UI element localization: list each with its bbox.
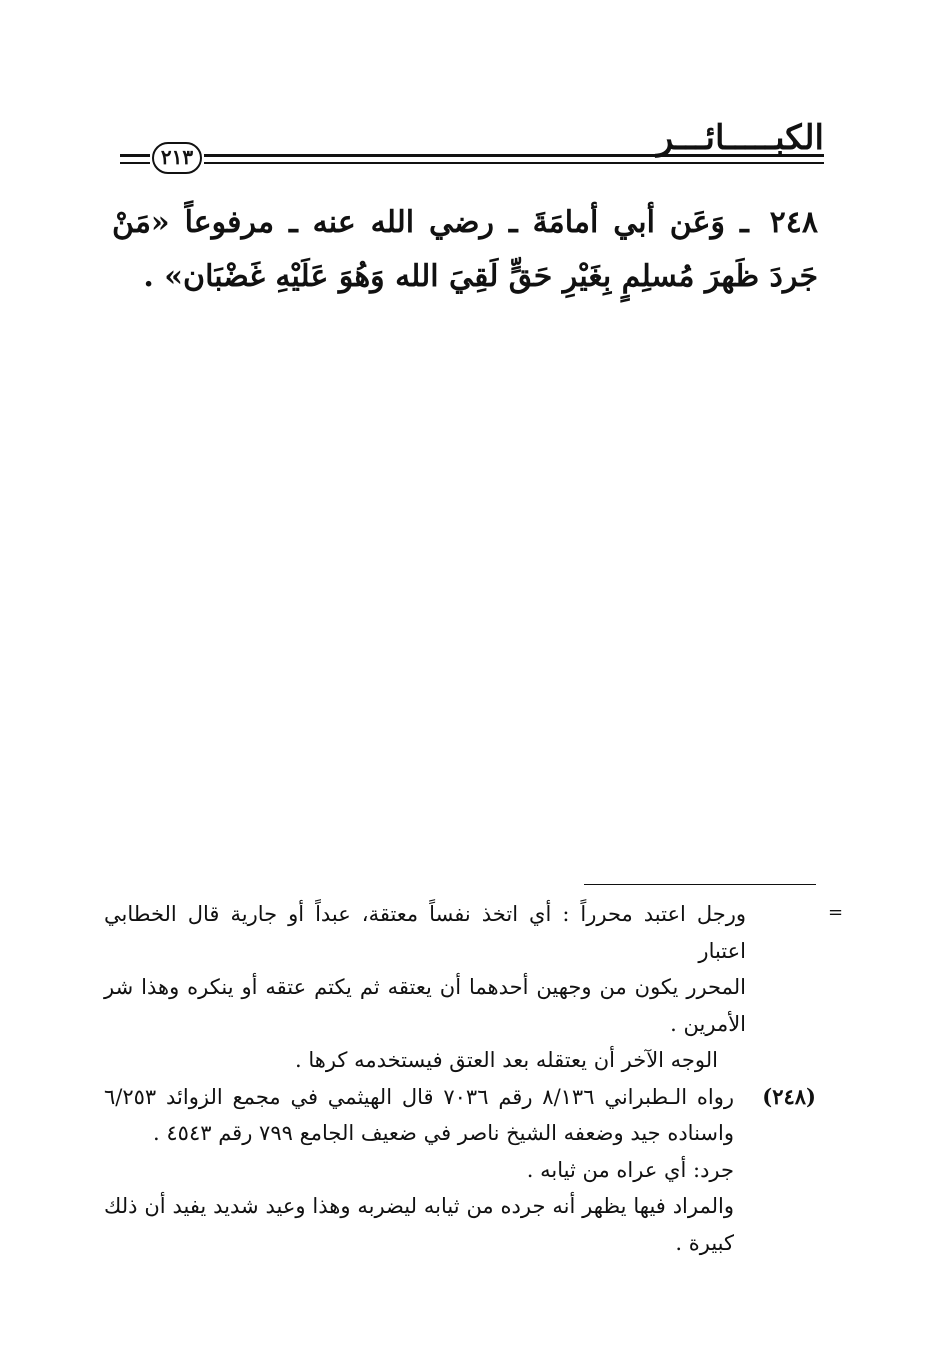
footnote-248-first-line [104,1079,816,1116]
footnote-line: ورجل اعتبد محرراً : أي اتخذ نفساً معتقة، عبداً أو جارية قال الخطابي اعتبار [104,902,746,963]
hadith-number: ٢٤٨ [769,205,818,240]
hadith-text: ـ وَعَن أبي أمامَةَ ـ رضي الله عنه ـ مرفوعاً «مَنْ جَردَ ظَهرَ مُسلِمٍ بِغَيْرِ حَقٍّ لَقِيَ الله وَهُوَ عَلَيْهِ غَضْبَان» . [112,205,818,294]
footnote-line: جرد: أي عراه من ثيابه . [526,1157,734,1182]
running-head-title: الكبـــــائـــر [656,118,824,158]
footnotes [104,896,816,1261]
header-rule-left-segment [120,154,150,164]
footnote-line: الأمرين . [670,1011,746,1036]
footnote-separator [584,884,816,885]
header-rule-right-segment [204,154,824,164]
footnote-line: المحرر يكون من وجهين أحدهما أن يعتقه ثم يكتم عتقه أو ينكره وهذا شر [104,975,746,999]
footnote-line: كبيرة . [675,1230,734,1255]
footnote-line: والمراد فيها يظهر أنه جرده من ثيابه ليضربه وهذا وعيد شديد يفيد أن ذلك [104,1194,734,1218]
page-number: ٢١٣ [152,142,202,174]
continuation-mark: = [828,902,844,923]
footnote-line-text: رواه الـطبراني ٨/١٣٦ رقم ٧٠٣٦ قال الهيثمي في مجمع الزوائد ٦/٢٥٣ [104,1084,734,1109]
footnote-line: واسناده جيد وضعفه الشيخ ناصر في ضعيف الجامع ٧٩٩ رقم ٤٥٤٣ . [153,1121,734,1145]
footnote-line: الوجه الآخر أن يعتقله بعد العتق فيستخدمه كرها . [295,1048,718,1072]
header-rule [120,145,824,169]
hadith-text-block [112,196,818,304]
footnote-reference-number: (٢٤٨) [762,1083,816,1109]
